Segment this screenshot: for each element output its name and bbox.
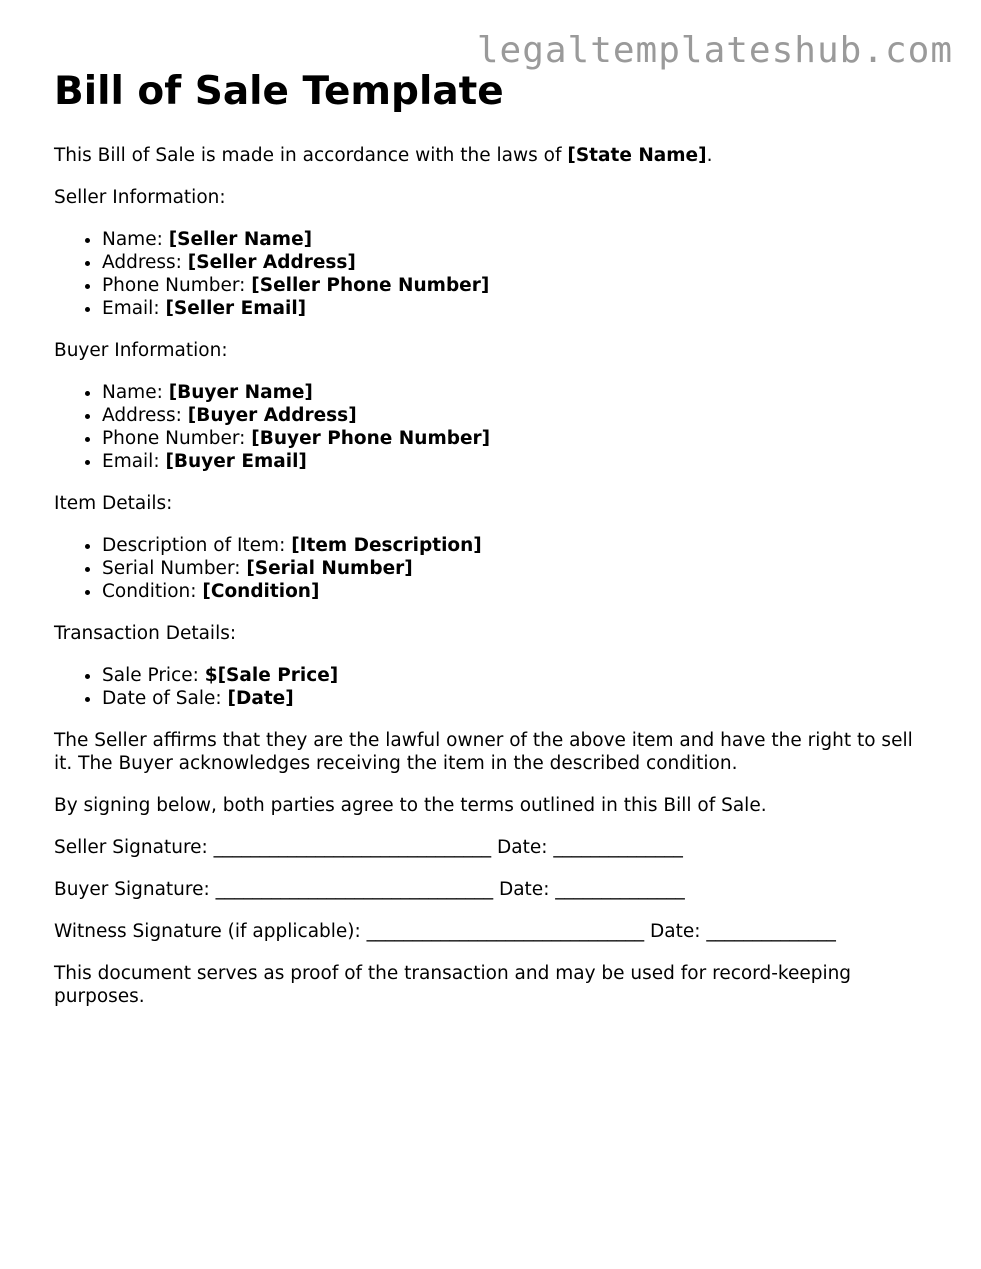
seller-signature-line: Seller Signature: ______________________________ Date: ______________ (54, 837, 683, 858)
list-item (102, 664, 934, 687)
field-label: Address: (102, 405, 188, 426)
buyer-list (54, 381, 934, 473)
watermark: legaltemplateshub.com (476, 30, 953, 71)
seller-list (54, 228, 934, 320)
field-placeholder: [Seller Address] (187, 252, 356, 273)
field-label: Serial Number: (102, 558, 247, 579)
list-item (102, 580, 934, 603)
list-item (102, 297, 934, 320)
field-label: Sale Price: (102, 665, 205, 686)
closing-paragraph: This document serves as proof of the transaction and may be used for record-keeping purposes. (54, 963, 852, 1007)
field-label: Email: (102, 298, 166, 319)
page-title: Bill of Sale Template (54, 69, 504, 114)
list-item (102, 228, 934, 251)
agreement-paragraph: By signing below, both parties agree to the terms outlined in this Bill of Sale. (54, 795, 767, 816)
field-placeholder: [Item Description] (291, 535, 482, 556)
state-name-placeholder: [State Name] (567, 145, 707, 166)
field-placeholder: [Buyer Address] (187, 405, 357, 426)
field-placeholder: $[Sale Price] (204, 665, 339, 686)
list-item (102, 381, 934, 404)
transaction-heading: Transaction Details: (54, 623, 237, 644)
field-placeholder: [Seller Name] (168, 229, 313, 250)
field-placeholder: [Serial Number] (246, 558, 413, 579)
field-placeholder: [Buyer Email] (165, 451, 307, 472)
list-item (102, 404, 934, 427)
intro-paragraph (54, 144, 934, 167)
buyer-signature-line: Buyer Signature: ______________________________ Date: ______________ (54, 879, 685, 900)
list-item (102, 427, 934, 450)
field-label: Email: (102, 451, 166, 472)
field-placeholder: [Buyer Name] (168, 382, 313, 403)
list-item (102, 251, 934, 274)
field-placeholder: [Seller Phone Number] (251, 275, 490, 296)
item-heading: Item Details: (54, 493, 173, 514)
list-item (102, 557, 934, 580)
field-label: Name: (102, 382, 169, 403)
list-item (102, 687, 934, 710)
witness-signature-line: Witness Signature (if applicable): ______________________________ Date: ______________ (54, 921, 836, 942)
field-label: Description of Item: (102, 535, 292, 556)
list-item (102, 450, 934, 473)
document-body (54, 68, 934, 1027)
buyer-heading: Buyer Information: (54, 340, 228, 361)
list-item (102, 534, 934, 557)
field-placeholder: [Condition] (202, 581, 320, 602)
list-item (102, 274, 934, 297)
intro-text: This Bill of Sale is made in accordance with the laws of (54, 145, 568, 166)
field-label: Condition: (102, 581, 203, 602)
field-placeholder: [Date] (227, 688, 294, 709)
field-label: Phone Number: (102, 275, 252, 296)
item-list (54, 534, 934, 603)
field-label: Address: (102, 252, 188, 273)
field-placeholder: [Seller Email] (165, 298, 307, 319)
field-label: Date of Sale: (102, 688, 228, 709)
affirmation-paragraph: The Seller affirms that they are the lawful owner of the above item and have the right to sell it. The Buyer acknowledges receiving the item in the described condition. (54, 730, 913, 774)
seller-heading: Seller Information: (54, 187, 226, 208)
field-label: Name: (102, 229, 169, 250)
field-placeholder: [Buyer Phone Number] (251, 428, 491, 449)
transaction-list (54, 664, 934, 710)
intro-suffix: . (706, 145, 713, 166)
field-label: Phone Number: (102, 428, 252, 449)
